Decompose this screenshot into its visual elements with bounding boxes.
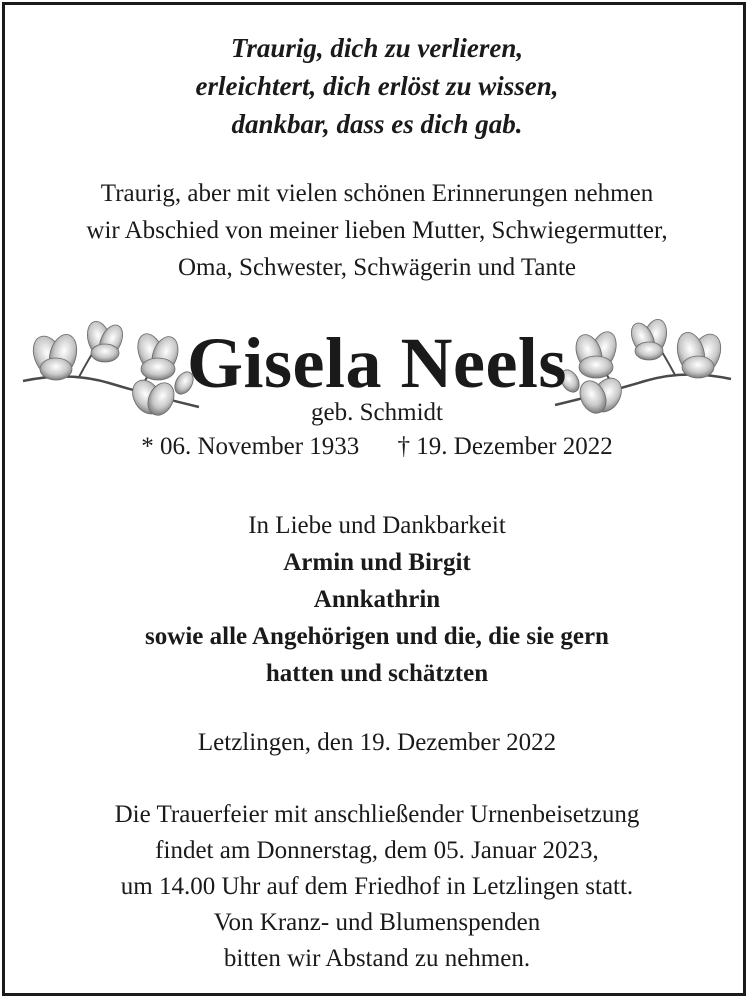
obituary-notice <box>2 2 746 996</box>
mourners-intro: In Liebe und Dankbarkeit <box>248 512 506 539</box>
farewell-intro <box>5 175 749 286</box>
intro-line: Oma, Schwester, Schwägerin und Tante <box>177 254 577 281</box>
intro-line: Traurig, aber mit vielen schönen Erinnerungen nehmen <box>100 180 654 207</box>
mourners-list <box>5 544 749 692</box>
verse-line: Traurig, dich zu verlieren, <box>230 33 524 63</box>
birth-date: * 06. November 1933 <box>141 433 360 460</box>
deceased-name: Gisela Neels <box>187 323 567 403</box>
place-date: Letzlingen, den 19. Dezember 2022 <box>197 729 557 756</box>
death-date: † 19. Dezember 2022 <box>397 433 613 460</box>
memorial-verse <box>5 29 749 143</box>
intro-line: wir Abschied von meiner lieben Mutter, Schwiegermutter, <box>86 217 668 244</box>
funeral-line: um 14.00 Uhr auf dem Friedhof in Letzlingen statt. <box>120 873 634 900</box>
mourner-line: Armin und Birgit <box>283 549 471 576</box>
funeral-line: bitten wir Abstand zu nehmen. <box>223 945 531 972</box>
verse-line: erleichtert, dich erlöst zu wissen, <box>195 71 559 101</box>
mourner-line: sowie alle Angehörigen und die, die sie gern <box>145 623 609 650</box>
mourner-line: hatten und schätzten <box>265 660 489 687</box>
birth-name: geb. Schmidt <box>311 399 443 426</box>
funeral-info <box>5 797 749 977</box>
verse-line: dankbar, dass es dich gab. <box>231 109 523 139</box>
funeral-line: Die Trauerfeier mit anschließender Urnenbeisetzung <box>114 801 640 828</box>
funeral-line: Von Kranz- und Blumenspenden <box>213 909 541 936</box>
funeral-line: findet am Donnerstag, dem 05. Januar 2023, <box>155 837 599 864</box>
life-dates <box>5 429 749 465</box>
mourner-line: Annkathrin <box>313 586 441 613</box>
